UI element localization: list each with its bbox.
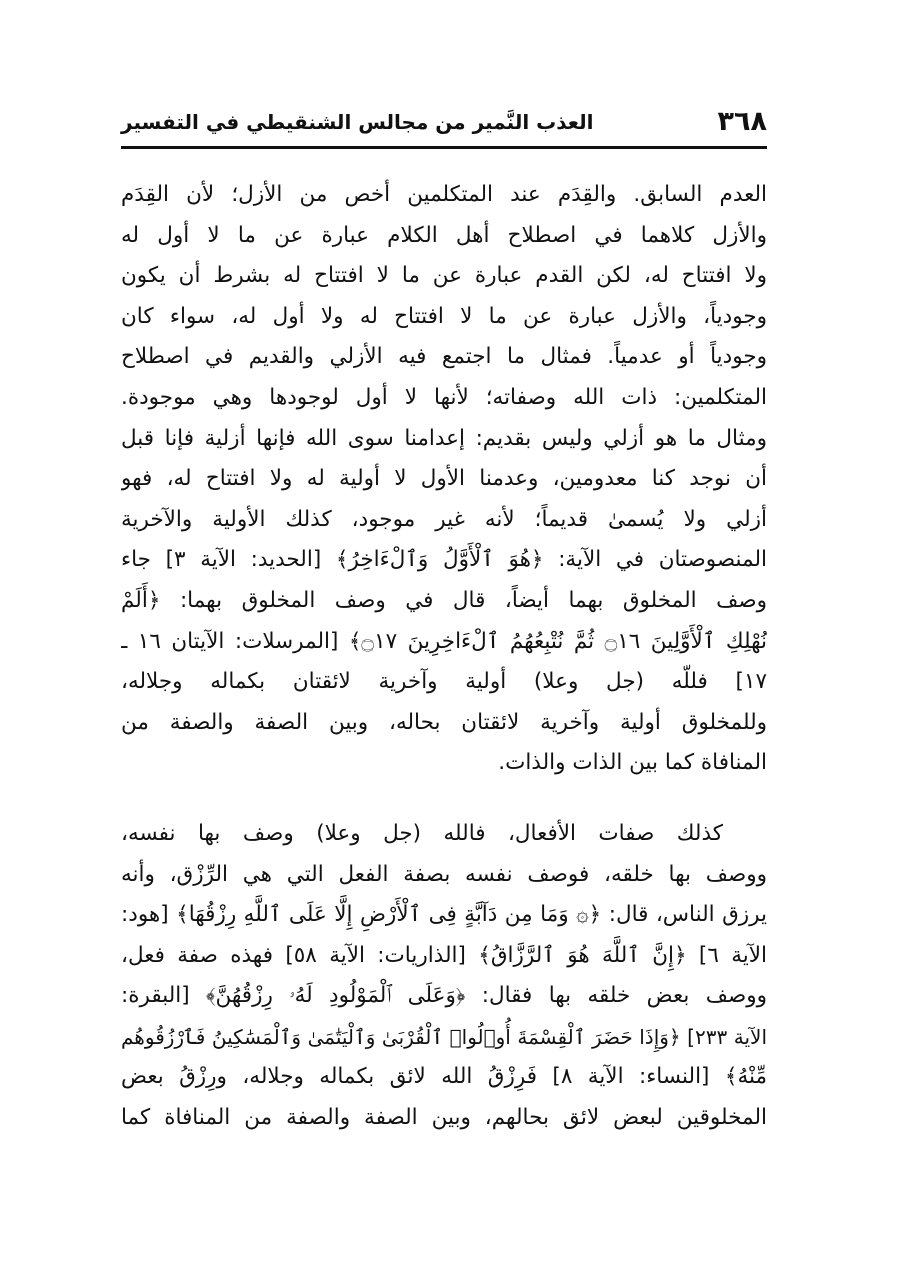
text-line: ووصف بها خلقه، فوصف نفسه بصفة الفعل التي هي الرِّزْق، وأنه: [121, 861, 767, 887]
text-line: نُهْلِكِ ٱلْأَوَّلِينَ ۝١٦ ثُمَّ نُتْبِعُهُمُ ٱلْءَاخِرِينَ ۝١٧﴾ [المرسلات: الآيتان ١٦ ـ: [121, 628, 767, 654]
paragraph-1: [121, 175, 767, 784]
text-line: ١٧] فللّه (جل وعلا) أولية وآخرية لائقتان بكماله وجلاله،: [121, 669, 767, 695]
text-line: وللمخلوق أولية وآخرية لائقتان بحاله، وبين الصفة والصفة من: [121, 709, 767, 735]
paragraph-gap: [121, 784, 767, 814]
text-line: المنصوصتان في الآية: ﴿هُوَ ٱلْأَوَّلُ وَٱلْءَاخِرُ﴾ [الحديد: الآية ٣] جاء: [121, 547, 767, 573]
page-number: ٣٦٨: [717, 106, 767, 137]
text-line: ولا افتتاح له، لكن القدم عبارة عن ما لا افتتاح له بشرط أن يكون: [121, 263, 767, 289]
paragraph-2: [121, 814, 767, 1139]
text-line: كذلك صفات الأفعال، فالله (جل وعلا) وصف بها نفسه،: [121, 820, 723, 846]
text-line: وجودياً، والأزل عبارة عن ما لا افتتاح له ولا أول له، سواء كان: [121, 303, 767, 329]
book-page: [121, 100, 767, 1139]
text-line: المنافاة كما بين الذات والذات.: [498, 750, 767, 776]
text-line: الآية ٢٣٣] ﴿وَإِذَا حَضَرَ ٱلْقِسْمَةَ أُو۟لُوا۟ ٱلْقُرْبَىٰ وَٱلْيَتَٰمَىٰ وَٱلْمَسَٰكِينُ فَٱرْزُقُوهُم: [121, 1024, 767, 1049]
text-line: المخلوقين لبعض لائق بحالهم، وبين الصفة والصفة من المنافاة كما: [121, 1105, 767, 1131]
text-line: وجودياً أو عدمياً. فمثال ما اجتمع فيه الأزلي والقديم في اصطلاح: [121, 344, 767, 370]
text-line: العدم السابق. والقِدَم عند المتكلمين أخص من الأزل؛ لأن القِدَم: [121, 182, 767, 207]
text-line: الآية ٦] ﴿إِنَّ ٱللَّهَ هُوَ ٱلرَّزَّاقُ﴾ [الذاريات: الآية ٥٨] فهذه صفة فعل،: [121, 942, 767, 968]
running-title: العذب النَّمير من مجالس الشنقيطي في التفسير: [121, 110, 594, 134]
text-line: ووصف بعض خلقه بها فقال: ﴿وَعَلَى ٱلْمَوْلُودِ لَهُۥ رِزْقُهُنَّ﴾ [البقرة:: [121, 983, 767, 1009]
page-header: [121, 100, 767, 149]
text-line: وصف المخلوق بهما أيضاً، قال في وصف المخلوق بهما: ﴿أَلَمْ: [121, 587, 767, 613]
text-line: أزلي ولا يُسمىٰ قديماً؛ لأنه غير موجود، كذلك الأولية والآخرية: [121, 506, 767, 532]
text-line: والأزل كلاهما في اصطلاح أهل الكلام عبارة عن ما لا أول له: [121, 222, 767, 248]
text-line: أن نوجد كنا معدومين، وعدمنا الأول لا أولية له ولا افتتاح له، فهو: [121, 466, 767, 492]
text-line: يرزق الناس، قال: ﴿۞ وَمَا مِن دَآبَّةٍ فِى ٱلْأَرْضِ إِلَّا عَلَى ٱللَّهِ رِزْقُهَا﴾ [هود:: [121, 902, 767, 928]
page-body: [121, 175, 767, 1139]
text-line: مِّنْهُ﴾ [النساء: الآية ٨] فَرِزْقُ الله لائق بكماله وجلاله، ورِزْقُ بعض: [121, 1064, 767, 1090]
text-line: المتكلمين: ذات الله وصفاته؛ لأنها لا أول لوجودها وهي موجودة.: [121, 384, 767, 410]
text-line: ومثال ما هو أزلي وليس بقديم: إعدامنا سوى الله فإنها أزلية فإنا قبل: [121, 425, 767, 451]
